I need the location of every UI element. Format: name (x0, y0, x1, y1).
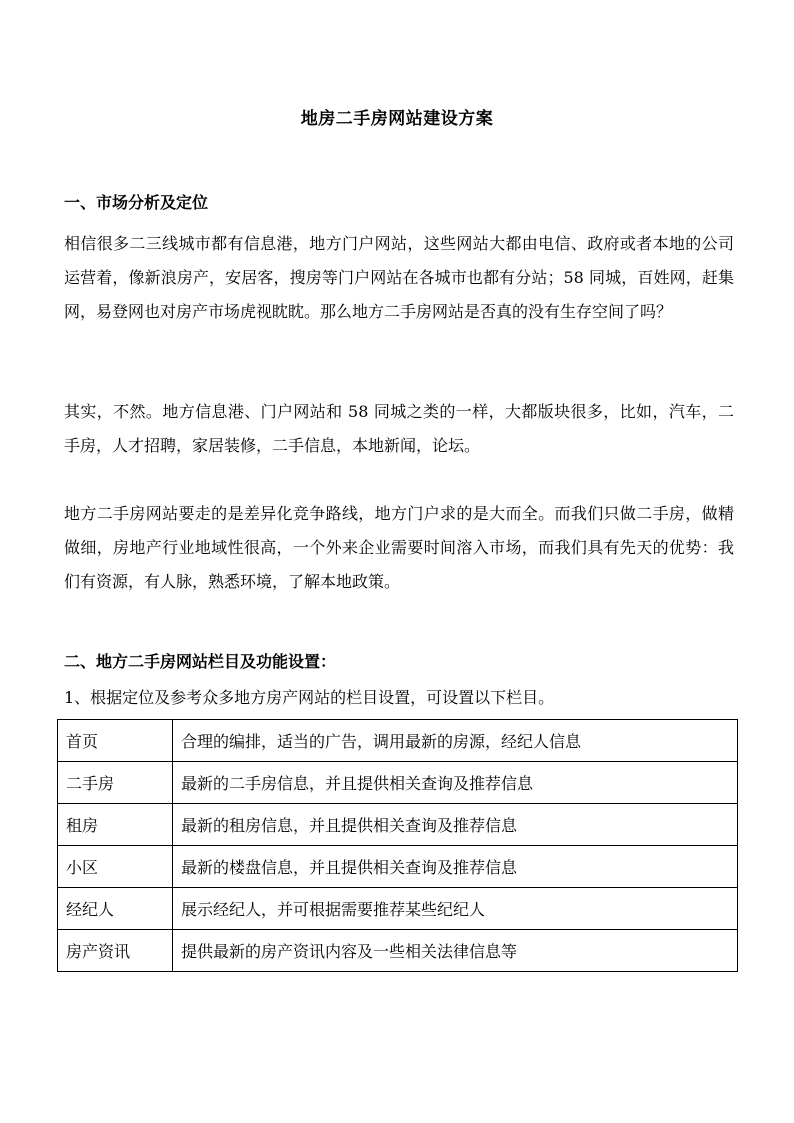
table-row (58, 846, 738, 888)
column-name-cell: 二手房 (58, 762, 173, 804)
column-name-cell: 首页 (58, 720, 173, 762)
column-name-cell: 经纪人 (58, 888, 173, 930)
column-desc-cell: 提供最新的房产资讯内容及一些相关法律信息等 (173, 930, 738, 972)
table-row (58, 804, 738, 846)
column-desc-cell: 合理的编排，适当的广告，调用最新的房源，经纪人信息 (173, 720, 738, 762)
section-1-paragraph-2: 其实，不然。地方信息港、门户网站和 58 同城之类的一样，大都版块很多，比如，汽车，二手房，人才招聘，家居装修，二手信息，本地新闻，论坛。 (64, 402, 734, 455)
column-desc-cell: 展示经纪人，并可根据需要推荐某些纪纪人 (173, 888, 738, 930)
section-1-paragraph-1: 相信很多二三线城市都有信息港，地方门户网站，这些网站大都由电信、政府或者本地的公司运营着，像新浪房产，安居客，搜房等门户网站在各城市也都有分站；58 同城，百姓网，赶集网，易登网也对房产市场虎视眈眈。那么地方二手房网站是否真的没有生存空间了吗？ (64, 234, 734, 321)
column-name-cell: 小区 (58, 846, 173, 888)
section-2-heading: 二、地方二手房网站栏目及功能设置： (64, 652, 337, 671)
document-title: 地房二手房网站建设方案 (300, 109, 494, 129)
section-1-paragraph-3: 地方二手房网站要走的是差异化竞争路线，地方门户求的是大而全。而我们只做二手房，做精做细，房地产行业地域性很高，一个外来企业需要时间溶入市场，而我们具有先天的优势：我们有资源，有人脉，熟悉环境，了解本地政策。 (64, 504, 734, 591)
columns-table (57, 719, 738, 972)
section-2-intro: 1、根据定位及参考众多地方房产网站的栏目设置，可设置以下栏目。 (64, 688, 555, 707)
table-row (58, 720, 738, 762)
table-row (58, 762, 738, 804)
table-row (58, 930, 738, 972)
column-name-cell: 租房 (58, 804, 173, 846)
column-name-cell: 房产资讯 (58, 930, 173, 972)
column-desc-cell: 最新的二手房信息，并且提供相关查询及推荐信息 (173, 762, 738, 804)
column-desc-cell: 最新的楼盘信息，并且提供相关查询及推荐信息 (173, 846, 738, 888)
column-desc-cell: 最新的租房信息，并且提供相关查询及推荐信息 (173, 804, 738, 846)
table-row (58, 888, 738, 930)
section-1-heading: 一、市场分析及定位 (64, 193, 209, 212)
